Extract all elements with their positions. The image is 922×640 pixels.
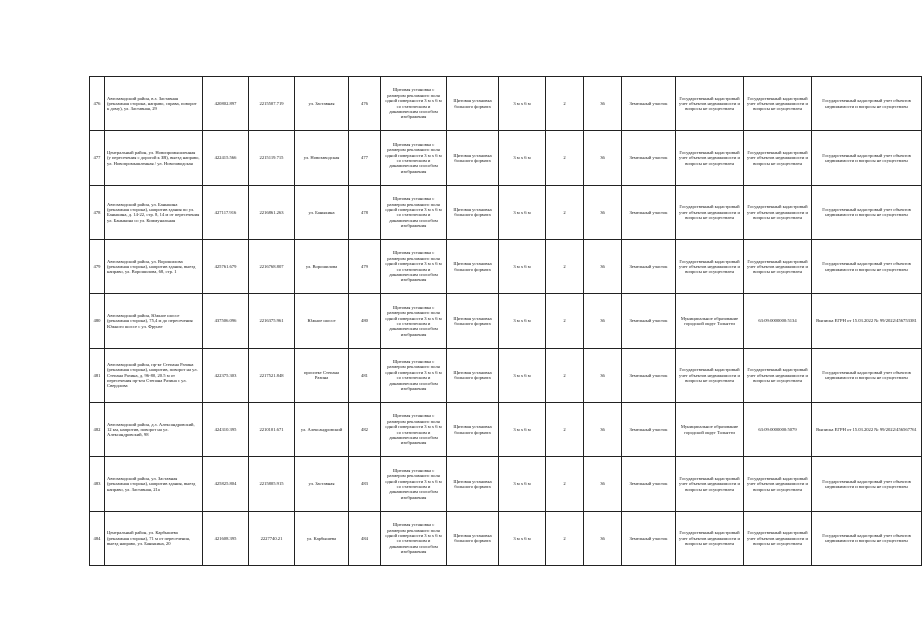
owner-cell: Государственный кадастровый учет объектов недвижимости и вопросы не осуществлен (676, 77, 744, 131)
location-cell: ул. Баныкина (295, 185, 349, 239)
row-number: 476 (90, 77, 105, 131)
location-cell: ул. Заставная (295, 457, 349, 511)
position-number-cell: 478 (349, 185, 381, 239)
format-cell: Щитовая установка большого формата (447, 348, 499, 402)
registration-cell: Государственный кадастровый учет объектов недвижимости и вопросы не осуществлен (812, 239, 922, 293)
location-cell: ул. Заставная (295, 77, 349, 131)
sides-cell: 2 (546, 239, 584, 293)
location-cell: ул. Ворошилова (295, 239, 349, 293)
table-row (90, 185, 922, 239)
cadastral-cell: 63:09:0000000:5079 (744, 402, 812, 456)
position-number-cell: 482 (349, 402, 381, 456)
land-type-cell: Земельный участок (622, 348, 676, 402)
coord-x-cell: 420802.897 (203, 77, 249, 131)
table-row (90, 77, 922, 131)
size-cell: 3 м х 6 м (499, 511, 546, 565)
owner-cell: Государственный кадастровый учет объектов недвижимости и вопросы не осуществлен (676, 348, 744, 402)
registration-cell: Государственный кадастровый учет объектов недвижимости и вопросы не осуществлен (812, 457, 922, 511)
format-cell: Щитовая установка большого формата (447, 511, 499, 565)
address-cell: Автозаводский район, д.з. Александровский, 12 км, напротив, поворот на ул. Александровский, 98 (105, 402, 203, 456)
coord-x-cell: 422415.566 (203, 131, 249, 185)
sides-cell: 2 (546, 294, 584, 348)
land-type-cell: Земельный участок (622, 457, 676, 511)
area-cell: 36 (584, 457, 622, 511)
address-cell: Автозаводский район, Южное шоссе (рекламная сторона), 75,4 м до пересечения Южного шоссе с ул. Фрунзе (105, 294, 203, 348)
row-number: 478 (90, 185, 105, 239)
table-row (90, 348, 922, 402)
location-cell: Южное шоссе (295, 294, 349, 348)
cadastral-cell: Государственный кадастровый учет объектов недвижимости и вопросы не осуществлен (744, 348, 812, 402)
sides-cell: 2 (546, 131, 584, 185)
area-cell: 36 (584, 294, 622, 348)
address-cell: Автозаводский район, в.з. Заставная (рекламная сторона, направо, справа, поворот к дому), ул. Заставная, 29 (105, 77, 203, 131)
registration-cell: Выписка ЕГРН от 15.03.2022 № 99/2022/456753381 (812, 294, 922, 348)
sides-cell: 2 (546, 348, 584, 402)
land-type-cell: Земельный участок (622, 511, 676, 565)
land-type-cell: Земельный участок (622, 185, 676, 239)
land-type-cell: Земельный участок (622, 402, 676, 456)
structure-type-cell: Щитовая установка с размером рекламного поля одной поверхности 3 м х 6 м со статическим и динамическим способом изображения (381, 511, 447, 565)
address-cell: Автозаводский район, ул. Заставная (рекламная сторона), напротив здания, выезд направо, ул. Заставная, 21а (105, 457, 203, 511)
registration-cell: Государственный кадастровый учет объектов недвижимости и вопросы не осуществлен (812, 77, 922, 131)
position-number-cell: 481 (349, 348, 381, 402)
location-cell: ул. Новозаводская (295, 131, 349, 185)
owner-cell: Муниципальное образование городской округ Тольятти (676, 402, 744, 456)
owner-cell: Муниципальное образование городской округ Тольятти (676, 294, 744, 348)
coord-x-cell: 422375.303 (203, 348, 249, 402)
register-table (89, 76, 922, 566)
row-number: 477 (90, 131, 105, 185)
registration-cell: Государственный кадастровый учет объектов недвижимости и вопросы не осуществлен (812, 348, 922, 402)
size-cell: 3 м х 6 м (499, 239, 546, 293)
cadastral-cell: Государственный кадастровый учет объектов недвижимости и вопросы не осуществлен (744, 185, 812, 239)
sides-cell: 2 (546, 402, 584, 456)
registration-cell: Государственный кадастровый учет объектов недвижимости и вопросы не осуществлен (812, 185, 922, 239)
registration-cell: Государственный кадастровый учет объектов недвижимости и вопросы не осуществлен (812, 131, 922, 185)
structure-type-cell: Щитовая установка с размером рекламного поля одной поверхности 3 м х 6 м со статическим и динамическим способом изображения (381, 348, 447, 402)
owner-cell: Государственный кадастровый учет объектов недвижимости и вопросы не осуществлен (676, 131, 744, 185)
size-cell: 3 м х 6 м (499, 131, 546, 185)
position-number-cell: 484 (349, 511, 381, 565)
size-cell: 3 м х 6 м (499, 348, 546, 402)
format-cell: Щитовая установка большого формата (447, 185, 499, 239)
format-cell: Щитовая установка большого формата (447, 294, 499, 348)
land-type-cell: Земельный участок (622, 294, 676, 348)
format-cell: Щитовая установка большого формата (447, 77, 499, 131)
coord-x-cell: 427117.916 (203, 185, 249, 239)
coord-y-cell: 2215507.719 (249, 77, 295, 131)
area-cell: 36 (584, 77, 622, 131)
row-number: 482 (90, 402, 105, 456)
format-cell: Щитовая установка большого формата (447, 131, 499, 185)
structure-type-cell: Щитовая установка с размером рекламного поля одной поверхности 3 м х 6 м со статическим и динамическим способом изображения (381, 294, 447, 348)
table-body (90, 77, 922, 566)
coord-y-cell: 2216375.961 (249, 294, 295, 348)
table-row (90, 402, 922, 456)
format-cell: Щитовая установка большого формата (447, 239, 499, 293)
sides-cell: 2 (546, 511, 584, 565)
structure-type-cell: Щитовая установка с размером рекламного поля одной поверхности 3 м х 6 м со статическим и динамическим способом изображения (381, 402, 447, 456)
structure-type-cell: Щитовая установка с размером рекламного поля одной поверхности 3 м х 6 м со статическим и динамическим способом изображения (381, 239, 447, 293)
coord-y-cell: 2215805.915 (249, 457, 295, 511)
table-row (90, 511, 922, 565)
land-type-cell: Земельный участок (622, 77, 676, 131)
position-number-cell: 477 (349, 131, 381, 185)
table-row (90, 294, 922, 348)
address-cell: Центральный район, ул. Новопромышленная (у пересечения с дорогой к ЗВ), выезд направо, ул. Новопромышленная / ул. Новозаводская (105, 131, 203, 185)
address-cell: Автозаводский район, ул. Ворошилова (рекламная сторона), напротив здания, выезд направо, ул. Ворошилова, 68, стр. 1 (105, 239, 203, 293)
table-row (90, 457, 922, 511)
area-cell: 36 (584, 348, 622, 402)
row-number: 481 (90, 348, 105, 402)
land-type-cell: Земельный участок (622, 239, 676, 293)
coord-y-cell: 2227740.21 (249, 511, 295, 565)
format-cell: Щитовая установка большого формата (447, 457, 499, 511)
address-cell: Автозаводский район, пр-кт Степана Разина (рекламная сторона), напротив, поворот на ул. Степана Разина, д. 96-80, 20.5 м от пересечения пр-кта Степана Разина с ул. Свердлова (105, 348, 203, 402)
owner-cell: Государственный кадастровый учет объектов недвижимости и вопросы не осуществлен (676, 457, 744, 511)
structure-type-cell: Щитовая установка с размером рекламного поля одной поверхности 3 м х 6 м со статическим и динамическим способом изображения (381, 131, 447, 185)
row-number: 480 (90, 294, 105, 348)
area-cell: 36 (584, 511, 622, 565)
coord-x-cell: 421608.395 (203, 511, 249, 565)
coord-y-cell: 2215119.715 (249, 131, 295, 185)
structure-type-cell: Щитовая установка с размером рекламного поля одной поверхности 3 м х 6 м со статическим и динамическим способом изображения (381, 457, 447, 511)
owner-cell: Государственный кадастровый учет объектов недвижимости и вопросы не осуществлен (676, 185, 744, 239)
row-number: 484 (90, 511, 105, 565)
registration-cell: Выписка ЕГРН от 15.03.2022 № 99/2022/456567761 (812, 402, 922, 456)
coord-y-cell: 2217521.848 (249, 348, 295, 402)
format-cell: Щитовая установка большого формата (447, 402, 499, 456)
position-number-cell: 479 (349, 239, 381, 293)
registration-cell: Государственный кадастровый учет объектов недвижимости и вопросы не осуществлен (812, 511, 922, 565)
coord-y-cell: 2210101.671 (249, 402, 295, 456)
row-number: 479 (90, 239, 105, 293)
sides-cell: 2 (546, 457, 584, 511)
area-cell: 36 (584, 185, 622, 239)
area-cell: 36 (584, 402, 622, 456)
cadastral-cell: Государственный кадастровый учет объектов недвижимости и вопросы не осуществлен (744, 77, 812, 131)
size-cell: 3 м х 6 м (499, 402, 546, 456)
coord-x-cell: 424310.395 (203, 402, 249, 456)
location-cell: ул. Карбышева (295, 511, 349, 565)
location-cell: проспект Степана Разина (295, 348, 349, 402)
cadastral-cell: 63:09:0000000:5134 (744, 294, 812, 348)
sides-cell: 2 (546, 77, 584, 131)
land-type-cell: Земельный участок (622, 131, 676, 185)
position-number-cell: 476 (349, 77, 381, 131)
structure-type-cell: Щитовая установка с размером рекламного поля одной поверхности 3 м х 6 м со статическим и динамическим способом изображения (381, 77, 447, 131)
table-row (90, 131, 922, 185)
position-number-cell: 483 (349, 457, 381, 511)
coord-x-cell: 425825.804 (203, 457, 249, 511)
size-cell: 3 м х 6 м (499, 294, 546, 348)
row-number: 483 (90, 457, 105, 511)
table-row (90, 239, 922, 293)
cadastral-cell: Государственный кадастровый учет объектов недвижимости и вопросы не осуществлен (744, 457, 812, 511)
size-cell: 3 м х 6 м (499, 185, 546, 239)
address-cell: Автозаводский район, ул. Баныкина (рекламная сторона), напротив здания по ул. Баныкина, д. 14-22, стр. 8, 14 м от пересечения ул. Баныкина со ул. Коммунальная (105, 185, 203, 239)
size-cell: 3 м х 6 м (499, 77, 546, 131)
coord-y-cell: 2216768.807 (249, 239, 295, 293)
sides-cell: 2 (546, 185, 584, 239)
structure-type-cell: Щитовая установка с размером рекламного поля одной поверхности 3 м х 6 м со статическим и динамическим способом изображения (381, 185, 447, 239)
coord-y-cell: 2216861.263 (249, 185, 295, 239)
coord-x-cell: 437506.096 (203, 294, 249, 348)
cadastral-cell: Государственный кадастровый учет объектов недвижимости и вопросы не осуществлен (744, 239, 812, 293)
owner-cell: Государственный кадастровый учет объектов недвижимости и вопросы не осуществлен (676, 511, 744, 565)
location-cell: ул. Александровский (295, 402, 349, 456)
area-cell: 36 (584, 131, 622, 185)
area-cell: 36 (584, 239, 622, 293)
coord-x-cell: 425761.679 (203, 239, 249, 293)
size-cell: 3 м х 6 м (499, 457, 546, 511)
owner-cell: Государственный кадастровый учет объектов недвижимости и вопросы не осуществлен (676, 239, 744, 293)
cadastral-cell: Государственный кадастровый учет объектов недвижимости и вопросы не осуществлен (744, 131, 812, 185)
cadastral-cell: Государственный кадастровый учет объектов недвижимости и вопросы не осуществлен (744, 511, 812, 565)
position-number-cell: 480 (349, 294, 381, 348)
address-cell: Центральный район, ул. Карбышева (рекламная сторона), 71 м от пересечения, выезд направо, ул. Баныкина, 20 (105, 511, 203, 565)
